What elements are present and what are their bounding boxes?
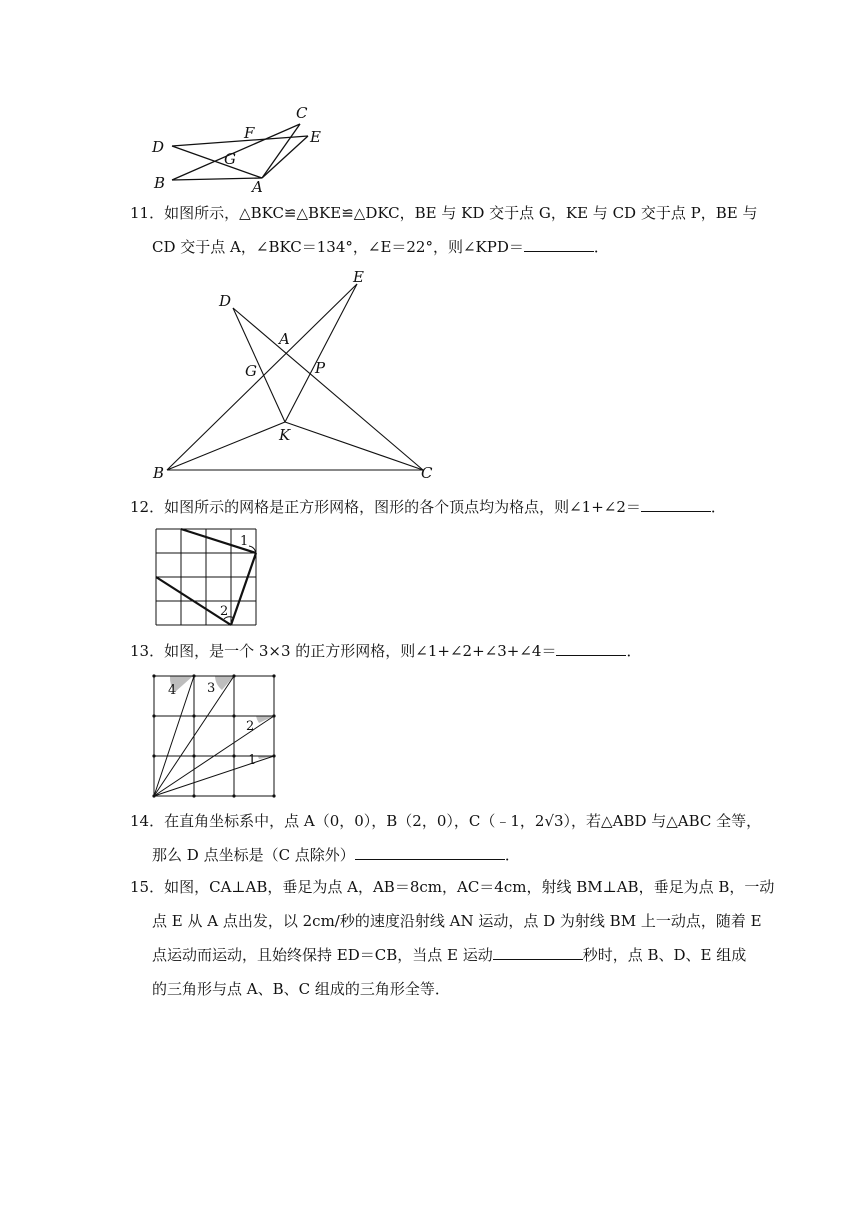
answer-blank[interactable] <box>556 637 626 656</box>
label-p: P <box>315 359 326 377</box>
label-e: E <box>353 268 364 286</box>
question-15 <box>130 870 775 1006</box>
answer-blank[interactable] <box>493 941 583 960</box>
angle-label-2: 2 <box>220 604 229 619</box>
label-f: F <box>244 124 255 142</box>
period: ． <box>504 846 520 864</box>
label-d: D <box>152 138 165 156</box>
period: ． <box>626 642 642 660</box>
figure-q12 <box>152 526 262 630</box>
question-number: 14． <box>130 812 165 830</box>
question-text: 在直角坐标系中，点 A（0，0），B（2，0），C（﹣1，2√3），若△ABD 与△ABC 全等， <box>164 812 762 830</box>
answer-blank[interactable] <box>355 841 505 860</box>
figure-q13 <box>150 672 280 800</box>
label-a: A <box>252 178 263 195</box>
label-d: D <box>219 292 232 310</box>
question-text: 那么 D 点坐标是（C 点除外） <box>152 846 355 864</box>
label-c: C <box>421 464 433 482</box>
question-number: 13． <box>130 642 165 660</box>
question-text: 秒时，点 B、D、E 组成 <box>582 946 747 964</box>
question-text: CD 交于点 A，∠BKC＝134°，∠E＝22°，则∠KPD＝ <box>152 238 524 256</box>
label-b: B <box>154 174 166 192</box>
q15-line4 <box>130 972 730 1006</box>
label-c: C <box>296 104 308 122</box>
q12-line1 <box>130 490 730 524</box>
question-11 <box>130 196 758 264</box>
answer-blank[interactable] <box>524 233 594 252</box>
q15-line1 <box>130 870 775 904</box>
label-a: A <box>279 330 290 348</box>
question-text: 如图所示的网格是正方形网格，图形的各个顶点均为格点，则∠1+∠2＝ <box>164 498 641 516</box>
angle-label-3: 3 <box>207 681 216 696</box>
q11-line2 <box>130 230 730 264</box>
q11-line1 <box>130 196 758 230</box>
question-text: 的三角形与点 A、B、C 组成的三角形全等． <box>152 980 450 998</box>
question-text: 如图，CA⊥AB，垂足为点 A，AB＝8cm，AC＝4cm，射线 BM⊥AB，垂足为点 B，一动 <box>164 878 775 896</box>
question-text: 如图，是一个 3×3 的正方形网格，则∠1+∠2+∠3+∠4＝ <box>164 642 557 660</box>
q15-line2 <box>130 904 762 938</box>
angle-label-1: 1 <box>248 753 257 768</box>
angle-label-4: 4 <box>168 683 177 698</box>
figure-q10 <box>140 100 340 195</box>
question-13 <box>130 634 730 668</box>
question-12 <box>130 490 730 524</box>
angle-label-2: 2 <box>246 719 255 734</box>
angle-label-1: 1 <box>240 534 249 549</box>
q14-line1 <box>130 804 762 838</box>
q15-line3 <box>130 938 747 972</box>
figure-q11 <box>145 264 445 486</box>
label-g: G <box>224 150 236 168</box>
question-text: 如图所示，△BKC≌△BKE≌△DKC，BE 与 KD 交于点 G，KE 与 CD 交于点 P，BE 与 <box>164 204 758 222</box>
period: ． <box>593 238 609 256</box>
period: ． <box>710 498 726 516</box>
label-k: K <box>279 426 291 444</box>
answer-blank[interactable] <box>641 493 711 512</box>
label-g: G <box>245 362 257 380</box>
question-14 <box>130 804 762 872</box>
label-b: B <box>153 464 165 482</box>
q13-line1 <box>130 634 730 668</box>
label-e: E <box>310 128 321 146</box>
q14-line2 <box>130 838 730 872</box>
question-number: 12． <box>130 498 165 516</box>
question-text: 点 E 从 A 点出发，以 2cm/秒的速度沿射线 AN 运动，点 D 为射线 BM 上一动点，随着 E <box>152 912 762 930</box>
question-text: 点运动而运动，且始终保持 ED＝CB，当点 E 运动 <box>152 946 493 964</box>
question-number: 11． <box>130 204 165 222</box>
question-number: 15． <box>130 878 165 896</box>
